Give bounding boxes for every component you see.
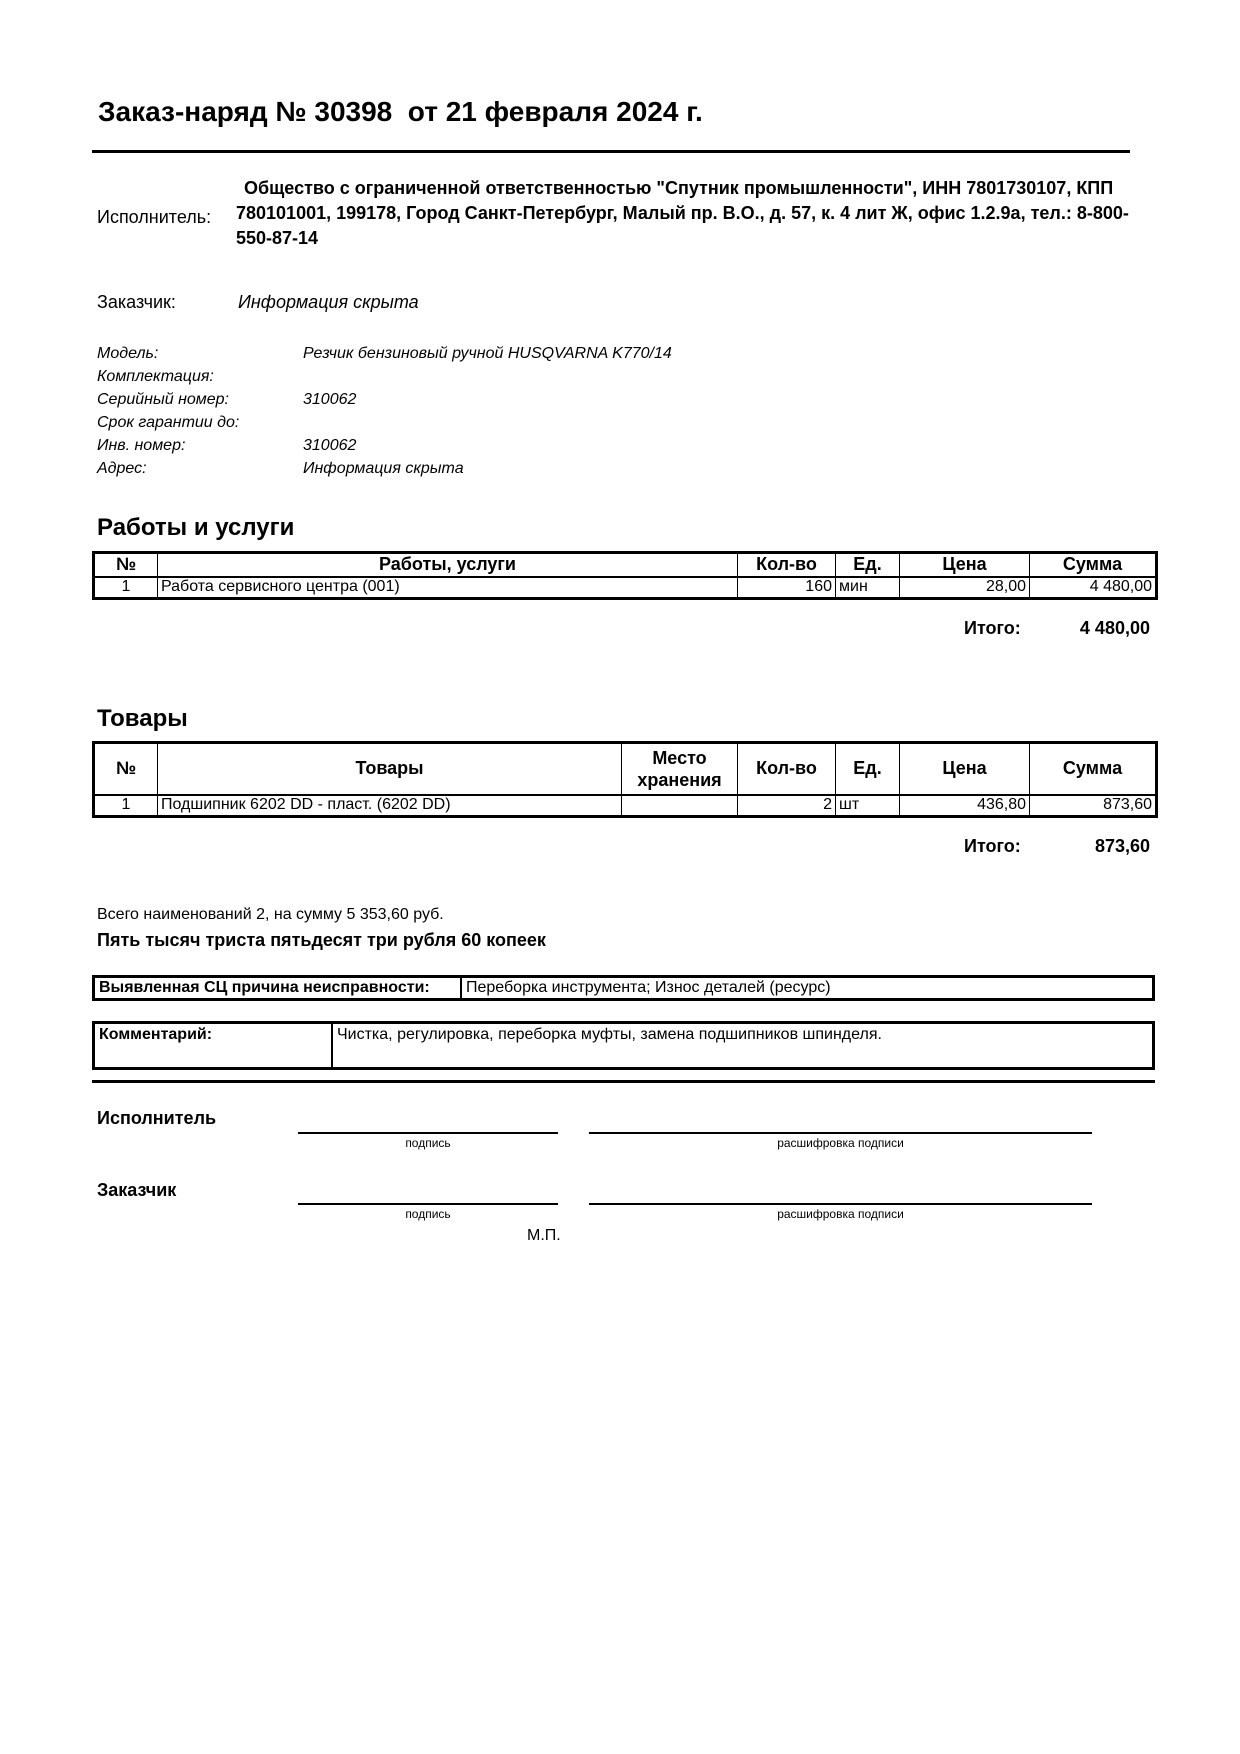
works-cell-sum: 4 480,00 <box>1030 577 1157 599</box>
executor-signature-caption: подпись <box>405 1136 451 1150</box>
device-serial-value: 310062 <box>303 391 357 408</box>
customer-decode-caption: расшифровка подписи <box>777 1207 904 1221</box>
goods-cell-storage <box>622 795 738 817</box>
device-address-value: Информация скрыта <box>303 460 464 477</box>
device-model-label: Модель: <box>97 345 159 362</box>
device-address-label: Адрес: <box>97 460 147 477</box>
goods-cell-name: Подшипник 6202 DD - пласт. (6202 DD) <box>158 795 622 817</box>
goods-cell-num: 1 <box>94 795 158 817</box>
works-total-label: Итого: <box>964 618 1021 638</box>
works-total-value: 4 480,00 <box>1079 618 1150 638</box>
device-kit-label: Комплектация: <box>97 368 214 385</box>
works-cell-price: 28,00 <box>900 577 1030 599</box>
bottom-divider <box>92 1080 1155 1083</box>
customer-decode-line <box>589 1203 1092 1205</box>
executor-signature-line <box>298 1132 558 1134</box>
goods-table <box>92 741 1158 818</box>
works-cell-name: Работа сервисного центра (001) <box>158 577 738 599</box>
comment-label: Комментарий: <box>95 1024 333 1067</box>
goods-total-label: Итого: <box>964 836 1021 856</box>
defect-label: Выявленная СЦ причина неисправности: <box>95 978 462 998</box>
works-header-sum: Сумма <box>1030 553 1157 577</box>
works-header-price: Цена <box>900 553 1030 577</box>
goods-cell-price: 436,80 <box>900 795 1030 817</box>
comment-box <box>92 1021 1155 1070</box>
document-title: Заказ-наряд № 30398 от 21 февраля 2024 г. <box>98 96 703 127</box>
executor-label: Исполнитель: <box>97 207 212 227</box>
goods-header-num: № <box>94 743 158 795</box>
goods-header-name: Товары <box>158 743 622 795</box>
stamp-place: М.П. <box>527 1227 561 1244</box>
works-cell-qty: 160 <box>738 577 836 599</box>
works-header-qty: Кол-во <box>738 553 836 577</box>
goods-cell-qty: 2 <box>738 795 836 817</box>
executor-signature-role: Исполнитель <box>97 1108 217 1128</box>
defect-value: Переборка инструмента; Износ деталей (ресурс) <box>466 979 831 996</box>
customer-signature-caption: подпись <box>405 1207 451 1221</box>
goods-header-sum: Сумма <box>1030 743 1157 795</box>
goods-header-qty: Кол-во <box>738 743 836 795</box>
items-summary: Всего наименований 2, на сумму 5 353,60 руб. <box>97 906 444 923</box>
executor-decode-caption: расшифровка подписи <box>777 1136 904 1150</box>
executor-details: Общество с ограниченной ответственностью "Спутник промышленности", ИНН 7801730107, КПП 780101001, 199178, Город Санкт-Петербург, Малый пр. В.О., д. 57, к. 4 лит Ж, офис 1.2.9а, тел.: 8-800-550-87-14 <box>236 178 1129 248</box>
table-row <box>94 577 1157 599</box>
customer-signature-line <box>298 1203 558 1205</box>
customer-label: Заказчик: <box>97 292 176 312</box>
goods-header-storage: Место хранения <box>622 743 738 795</box>
works-header-unit: Ед. <box>836 553 900 577</box>
title-divider <box>92 150 1130 153</box>
device-warranty-label: Срок гарантии до: <box>97 414 240 431</box>
comment-value: Чистка, регулировка, переборка муфты, замена подшипников шпинделя. <box>337 1026 882 1043</box>
works-table <box>92 551 1158 600</box>
goods-section-title: Товары <box>97 705 188 732</box>
defect-box <box>92 975 1155 1001</box>
works-section-title: Работы и услуги <box>97 514 295 541</box>
goods-header-price: Цена <box>900 743 1030 795</box>
works-cell-unit: мин <box>836 577 900 599</box>
device-inventory-label: Инв. номер: <box>97 437 186 454</box>
works-header-num: № <box>94 553 158 577</box>
works-header-name: Работы, услуги <box>158 553 738 577</box>
customer-signature-role: Заказчик <box>97 1180 177 1200</box>
works-cell-num: 1 <box>94 577 158 599</box>
table-row <box>94 795 1157 817</box>
goods-cell-sum: 873,60 <box>1030 795 1157 817</box>
goods-cell-unit: шт <box>836 795 900 817</box>
device-model-value: Резчик бензиновый ручной HUSQVARNA K770/14 <box>303 345 672 362</box>
device-serial-label: Серийный номер: <box>97 391 229 408</box>
goods-header-unit: Ед. <box>836 743 900 795</box>
device-inventory-value: 310062 <box>303 437 357 454</box>
executor-decode-line <box>589 1132 1092 1134</box>
customer-value: Информация скрыта <box>238 292 419 312</box>
goods-total-value: 873,60 <box>1094 836 1150 856</box>
sum-in-words: Пять тысяч триста пятьдесят три рубля 60 копеек <box>97 930 546 950</box>
